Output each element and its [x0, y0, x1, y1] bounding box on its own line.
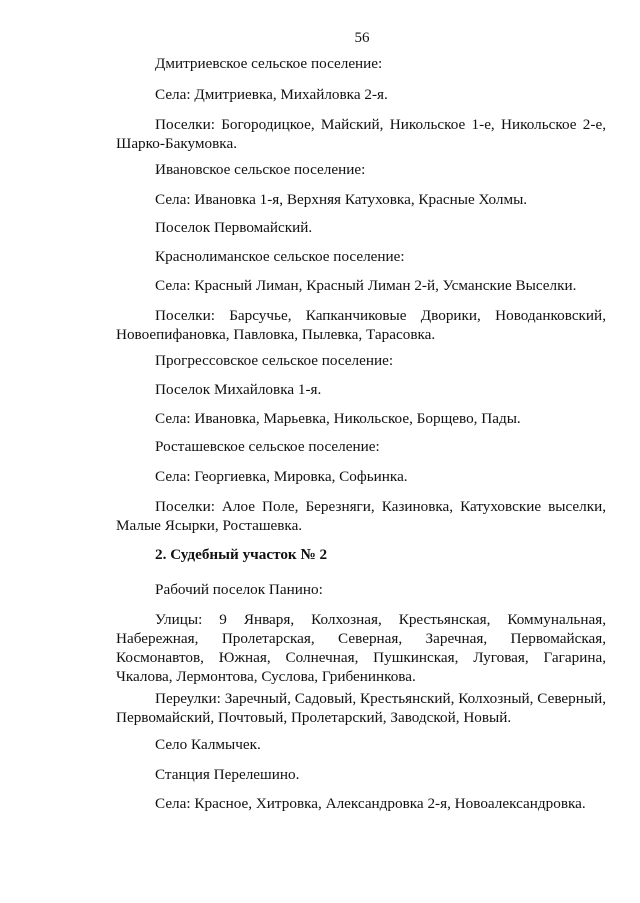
paragraph-ivanovskoe-heading: Ивановское сельское поселение:	[155, 161, 366, 178]
paragraph-panino-sela: Села: Красное, Хитровка, Александровка 2-я, Новоалександровка.	[155, 795, 586, 812]
section-heading: 2. Судебный участок № 2	[155, 546, 328, 563]
paragraph-panino-pereulki: Переулки: Заречный, Садовый, Крестьянский, Колхозный, Северный, Первомайский, Почтовый, Пролетарский, Заводской, Новый.	[116, 690, 606, 726]
paragraph-dmitrievskoe-sela: Села: Дмитриевка, Михайловка 2-я.	[155, 86, 388, 103]
paragraph-ivanovskoe-sela: Села: Ивановка 1-я, Верхняя Катуховка, Красные Холмы.	[155, 191, 528, 208]
paragraph-krasnolimanskoe-heading: Краснолиманское сельское поселение:	[155, 248, 405, 265]
paragraph-progressovskoe-heading: Прогрессовское сельское поселение:	[155, 352, 394, 369]
paragraph-stantsiya-pereleshino: Станция Перелешино.	[155, 766, 300, 783]
paragraph-progressovskoe-sela: Села: Ивановка, Марьевка, Никольское, Борщево, Пады.	[155, 410, 521, 427]
paragraph-progressovskoe-poselok: Поселок Михайловка 1-я.	[155, 381, 322, 398]
paragraph-krasnolimanskoe-sela: Села: Красный Лиман, Красный Лиман 2-й, Усманские Выселки.	[155, 277, 577, 294]
paragraph-dmitrievskoe-poselki: Поселки: Богородицкое, Майский, Никольское 1-е, Никольское 2-е, Шарко-Бакумовка.	[116, 116, 606, 152]
page-number: 56	[354, 30, 370, 46]
paragraph-dmitrievskoe-heading: Дмитриевское сельское поселение:	[155, 55, 383, 72]
paragraph-ivanovskoe-poselok: Поселок Первомайский.	[155, 219, 313, 236]
paragraph-rostashevskoe-sela: Села: Георгиевка, Мировка, Софьинка.	[155, 468, 408, 485]
paragraph-rostashevskoe-heading: Росташевское сельское поселение:	[155, 438, 380, 455]
paragraph-selo-kalmychek: Село Калмычек.	[155, 736, 261, 753]
paragraph-panino-ulitsy: Улицы: 9 Января, Колхозная, Крестьянская, Коммунальная, Набережная, Пролетарская, Северная, Заречная, Первомайская, Космонавтов, Южная, Солнечная, Пушкинская, Луговая, Гагарина, Чкалова, Лермонтова, Суслова, Грибенинкова.	[116, 611, 606, 685]
paragraph-krasnolimanskoe-poselki: Поселки: Барсучье, Капканчиковые Дворики, Новоданковский, Новоепифановка, Павловка, Пылевка, Тарасовка.	[116, 307, 606, 343]
paragraph-rostashevskoe-poselki: Поселки: Алое Поле, Березняги, Казиновка, Катуховские выселки, Малые Ясырки, Росташевка.	[116, 498, 606, 534]
paragraph-panino-heading: Рабочий поселок Панино:	[155, 581, 323, 598]
